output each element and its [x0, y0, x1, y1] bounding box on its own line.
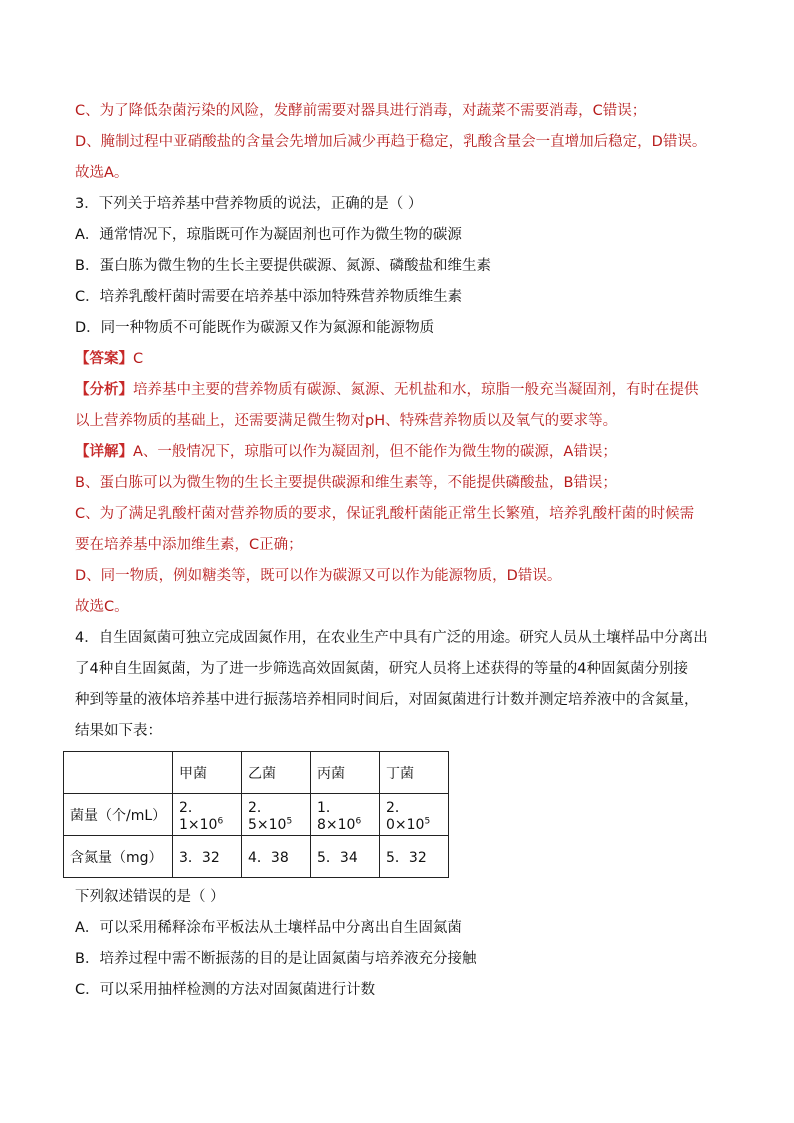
q4-stem-4: 结果如下表：: [75, 723, 162, 739]
q3-option-c: C．培养乳酸杆菌时需要在培养基中添加特殊营养物质维生素: [75, 289, 463, 305]
q3-detail-d: D、同一物质，例如糖类等，既可以作为碳源又可以作为能源物质，D错误。: [75, 568, 562, 584]
table-cell: 3．32: [173, 836, 242, 878]
table-row: [64, 836, 449, 878]
table-header-row: [64, 752, 449, 794]
cell-exponent: 6: [217, 815, 224, 826]
cell-mantissa: 2．5×10: [248, 799, 287, 833]
q4-option-a: A．可以采用稀释涂布平板法从土壤样品中分离出自生固氮菌: [75, 920, 462, 936]
table-cell: 5．32: [380, 836, 449, 878]
q3-answer: [75, 344, 725, 375]
q3-option-a: A．通常情况下，琼脂既可作为凝固剂也可作为微生物的碳源: [75, 227, 462, 243]
q4-option-c: C．可以采用抽样检测的方法对固氮菌进行计数: [75, 982, 376, 998]
q3-detail-c1: C、为了满足乳酸杆菌对营养物质的要求，保证乳酸杆菌能正常生长繁殖，培养乳酸杆菌的时候需: [75, 506, 695, 522]
table-header-cell: 甲菌: [173, 752, 242, 794]
q4-stem-2: 了4种自生固氮菌，为了进一步筛选高效固氮菌，研究人员将上述获得的等量的4种固氮菌分别接: [75, 661, 688, 677]
table-cell: [173, 794, 242, 836]
q3-analysis-line1: [75, 375, 725, 406]
q3-option-d: D．同一种物质不可能既作为碳源又作为氮源和能源物质: [75, 320, 435, 336]
q2-conclusion: 故选A。: [75, 165, 129, 181]
cell-exponent: 5: [424, 815, 431, 826]
cell-exponent: 5: [286, 815, 293, 826]
cell-mantissa: 2．1×10: [179, 799, 218, 833]
table-cell: 4．38: [242, 836, 311, 878]
table-cell: [380, 794, 449, 836]
results-table: [63, 751, 449, 878]
table-row: [64, 794, 449, 836]
q4-stem-3: 种到等量的液体培养基中进行振荡培养相同时间后，对固氮菌进行计数并测定培养液中的含氮量，: [75, 692, 699, 708]
table-cell: [311, 794, 380, 836]
cell-mantissa: 1．8×10: [317, 799, 356, 833]
table-header-cell: 乙菌: [242, 752, 311, 794]
q3-detail-c2: 要在培养基中添加维生素，C正确；: [75, 537, 303, 553]
analysis-tag: 【分析】: [75, 382, 133, 398]
table-cell: 5．34: [311, 836, 380, 878]
q2-explanation-d: D、腌制过程中亚硝酸盐的含量会先增加后减少再趋于稳定，乳酸含量会一直增加后稳定，D错误。: [75, 134, 707, 150]
q4-stem-1: 4．自生固氮菌可独立完成固氮作用，在农业生产中具有广泛的用途。研究人员从土壤样品中分离出: [75, 630, 708, 646]
q4-option-b: B．培养过程中需不断振荡的目的是让固氮菌与培养液充分接触: [75, 951, 477, 967]
cell-exponent: 6: [355, 815, 362, 826]
table-header-cell: [64, 752, 173, 794]
table-cell: [242, 794, 311, 836]
answer-tag: 【答案】: [75, 351, 133, 367]
answer-value: C: [133, 351, 144, 367]
table-header-cell: 丙菌: [311, 752, 380, 794]
analysis-text-1: 培养基中主要的营养物质有碳源、氮源、无机盐和水，琼脂一般充当凝固剂，有时在提供: [133, 382, 699, 398]
row-label: 菌量（个/mL）: [64, 794, 173, 836]
detail-a-text: A、一般情况下，琼脂可以作为凝固剂，但不能作为微生物的碳源，A错误；: [133, 444, 617, 460]
q3-detail-b: B、蛋白胨可以为微生物的生长主要提供碳源和维生素等，不能提供磷酸盐，B错误；: [75, 475, 617, 491]
cell-mantissa: 2．0×10: [386, 799, 425, 833]
detail-tag: 【详解】: [75, 444, 133, 460]
q3-analysis-line2: 以上营养物质的基础上，还需要满足微生物对pH、特殊营养物质以及氧气的要求等。: [75, 413, 618, 429]
q2-explanation-c: C、为了降低杂菌污染的风险，发酵前需要对器具进行消毒，对蔬菜不需要消毒，C错误；: [75, 103, 647, 119]
q4-question: 下列叙述错误的是（ ）: [75, 889, 225, 905]
q3-detail-a: [75, 437, 725, 468]
q3-stem: 3．下列关于培养基中营养物质的说法，正确的是（ ）: [75, 196, 423, 212]
document-page: [70, 96, 725, 1006]
table-header-cell: 丁菌: [380, 752, 449, 794]
q3-option-b: B．蛋白胨为微生物的生长主要提供碳源、氮源、磷酸盐和维生素: [75, 258, 491, 274]
row-label: 含氮量（mg）: [64, 836, 173, 878]
q3-conclusion: 故选C。: [75, 599, 129, 615]
